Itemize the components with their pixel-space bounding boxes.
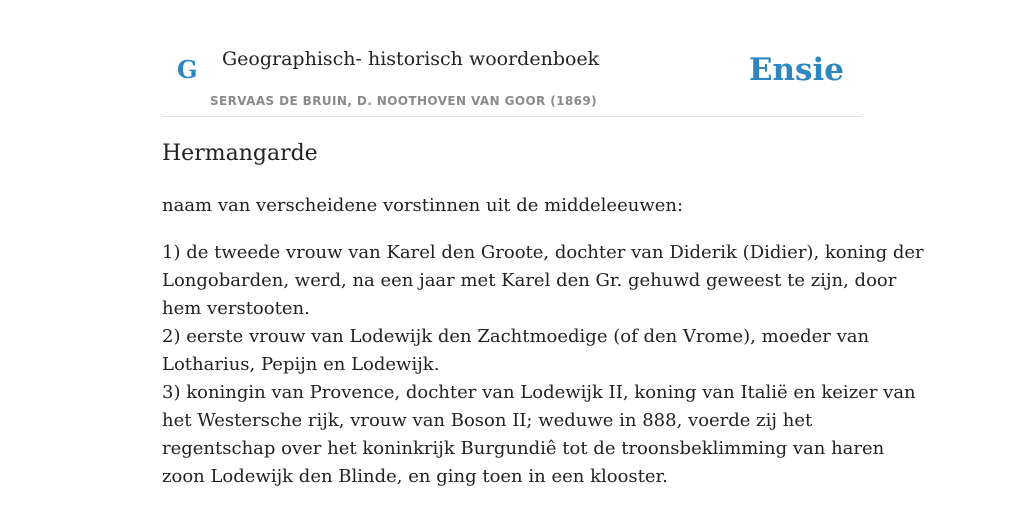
entry-body — [162, 239, 924, 491]
ensie-logo[interactable]: Ensie — [748, 52, 844, 88]
entry-line: het Westersche rijk, vrouw van Boson II; weduwe in 888, voerde zij het — [162, 410, 813, 431]
page-container — [162, 0, 924, 487]
entry-line: zoon Lodewijk den Blinde, en ging toen in een klooster. — [162, 466, 668, 487]
entry-line: 2) eerste vrouw van Lodewijk den Zachtmoedige (of den Vrome), moeder van — [162, 326, 870, 347]
entry-intro: naam van verscheidene vorstinnen uit de middeleeuwen: — [162, 195, 684, 216]
book-letter-icon: G — [177, 55, 198, 84]
entry-title: Hermangarde — [162, 141, 318, 166]
book-authors: SERVAAS DE BRUIN, D. NOOTHOVEN VAN GOOR (1869) — [210, 94, 598, 108]
entry-line: regentschap over het koninkrijk Burgundiê tot de troonsbeklimming van haren — [162, 438, 885, 459]
entry-line: hem verstooten. — [162, 298, 310, 319]
book-title[interactable]: Geographisch- historisch woordenboek — [222, 48, 600, 70]
entry-line: Lotharius, Pepijn en Lodewijk. — [162, 354, 440, 375]
entry-line: 1) de tweede vrouw van Karel den Groote, dochter van Diderik (Didier), koning der — [162, 242, 924, 263]
book-header — [162, 0, 862, 117]
entry-line: 3) koningin van Provence, dochter van Lodewijk II, koning van Italië en keizer van — [162, 382, 916, 403]
entry-line: Longobarden, werd, na een jaar met Karel den Gr. gehuwd geweest te zijn, door — [162, 270, 897, 291]
